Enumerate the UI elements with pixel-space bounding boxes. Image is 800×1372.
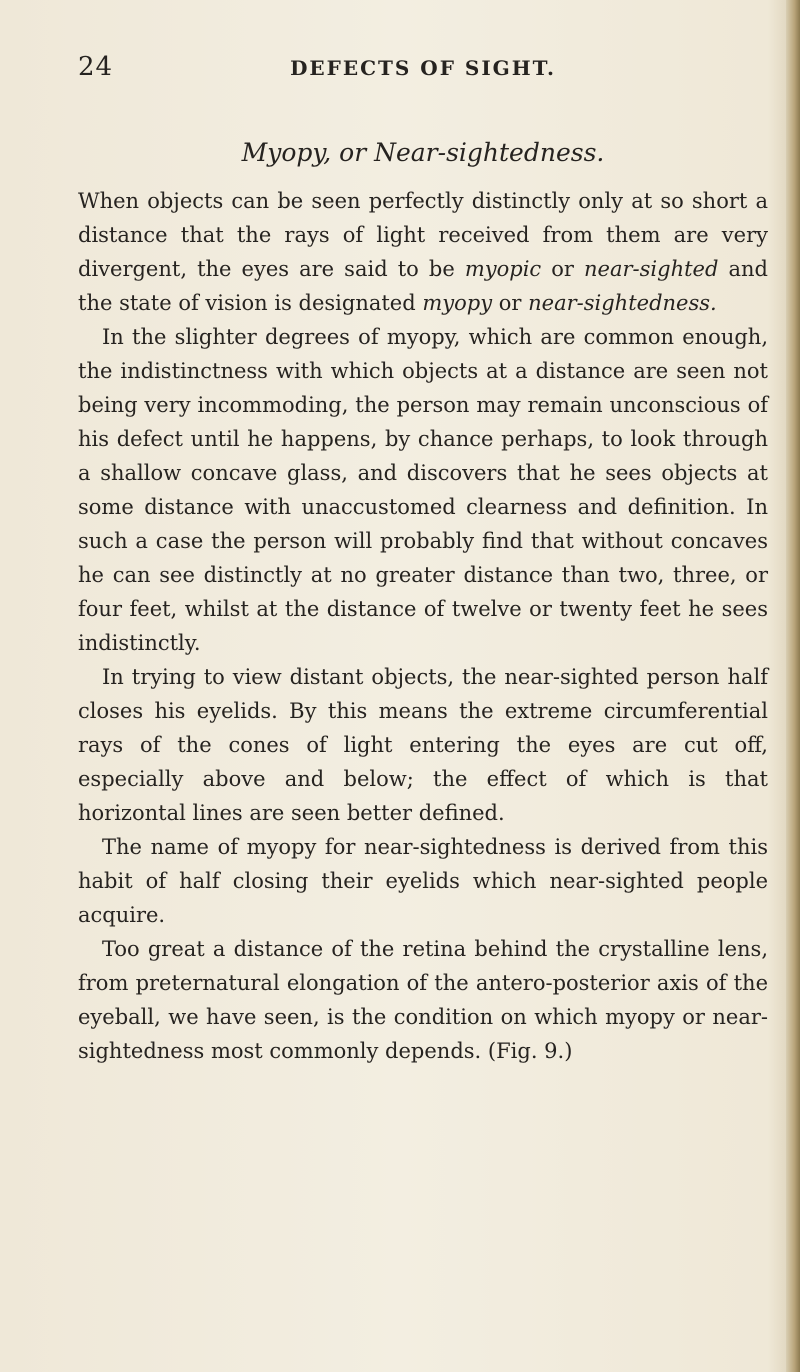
section-title: [78, 138, 768, 167]
paragraph-1-text-d: or: [492, 291, 529, 315]
term-myopy: myopy: [422, 291, 493, 315]
term-near-sighted: near-sighted: [584, 257, 719, 281]
paragraph-1: [78, 184, 768, 320]
paragraph-3: In trying to view distant objects, the near-sighted person half closes his eyelids. By this means the extreme circumferential rays of the cones of light entering the eyes are cut off, especially above and below; the effect of which is that horizontal lines are seen better defined.: [78, 665, 768, 825]
paragraph-1-text-a: When objects can be seen perfectly distinctly only at so short a distance that the rays of light received from them are very divergent, the eyes are said to be: [78, 189, 768, 281]
paragraph-4: The name of myopy for near-sightedness is derived from this habit of half closing their eyelids which near-sighted people acquire.: [78, 835, 768, 927]
page-number: 24: [78, 52, 114, 82]
term-myopic: myopic: [464, 257, 542, 281]
body-text: [78, 184, 768, 1068]
section-title-myopy: Myopy: [241, 138, 324, 167]
page-edge: [786, 0, 800, 1372]
term-near-sightedness: near-sightedness.: [528, 291, 717, 315]
paragraph-1-text-b: or: [541, 257, 585, 281]
paragraph-5: Too great a distance of the retina behind the crystalline lens, from preternatural elongation of the antero-posterior axis of the eyeball, we have seen, is the condition on which myopy or near-sightedness most commonly depends. (Fig. 9.): [78, 937, 768, 1063]
running-head-title: DEFECTS OF SIGHT.: [290, 56, 556, 80]
section-title-or: , or: [323, 138, 375, 167]
paragraph-1-text-c: and the state of vision is designated: [78, 257, 768, 315]
section-title-near-sightedness: Near-sightedness.: [374, 138, 605, 167]
running-head: [78, 52, 768, 82]
paragraph-2: In the slighter degrees of myopy, which are common enough, the indistinctness with which objects at a distance are seen not being very incommoding, the person may remain unconscious of his defect until he happens, by chance perhaps, to look through a shallow concave glass, and discovers that he sees objects at some distance with unaccustomed clearness and definition. In such a case the person will probably find that without concaves he can see distinctly at no greater distance than two, three, or four feet, whilst at the distance of twelve or twenty feet he sees indistinctly.: [78, 325, 768, 655]
